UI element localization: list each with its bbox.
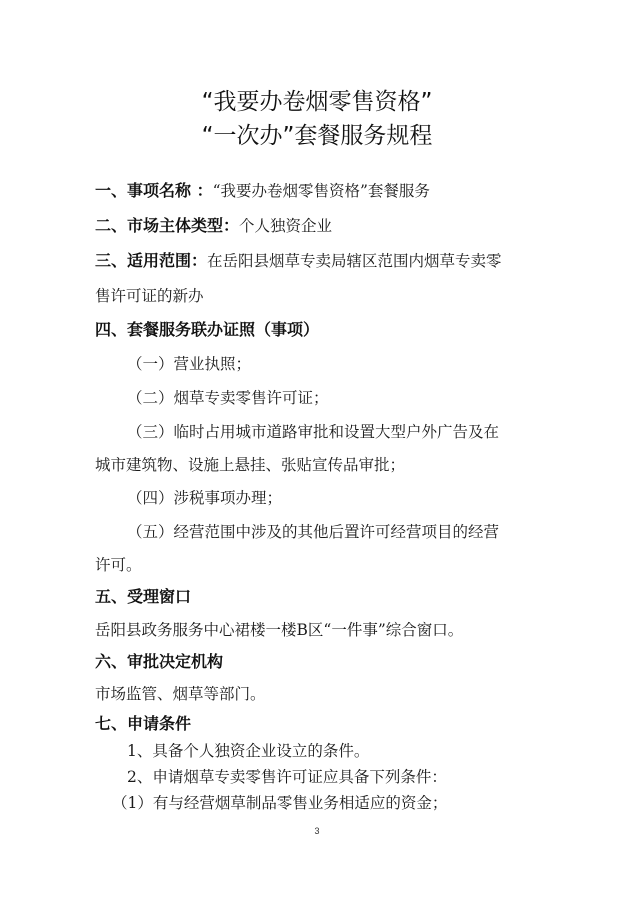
title-line-1: “我要办卷烟零售资格”: [201, 89, 433, 115]
section-1-value: “我要办卷烟零售资格”套餐服务: [212, 182, 430, 200]
section-4-item: （三）临时占用城市道路审批和设置大型户外广告及在: [127, 423, 500, 441]
section-2-label: 二、市场主体类型：: [95, 216, 240, 235]
section-1: [95, 181, 430, 201]
section-1-label: 一、事项名称 ：: [95, 181, 213, 200]
section-6-value: 市场监管、烟草等部门。: [95, 685, 266, 703]
section-5-label: 五、受理窗口: [95, 587, 192, 606]
section-3-value: 在岳阳县烟草专卖局辖区范围内烟草专卖零: [207, 252, 502, 270]
section-4-item: 城市建筑物、设施上悬挂、张贴宣传品审批；: [95, 456, 406, 474]
section-6-label: 六、审批决定机构: [95, 652, 224, 671]
page-number: 3: [314, 826, 320, 836]
section-2: [95, 216, 332, 236]
section-3-label: 三、适用范围：: [95, 251, 208, 270]
section-4-item: （五）经营范围中涉及的其他后置许可经营项目的经营: [127, 523, 500, 541]
section-7-item: （1）有与经营烟草制品零售业务相适应的资金；: [112, 794, 448, 812]
section-7-item: 1、具备个人独资企业设立的条件。: [127, 742, 370, 760]
title-line-2: “一次办”套餐服务规程: [201, 123, 433, 149]
section-4-item: （二）烟草专卖零售许可证；: [127, 389, 329, 407]
section-4-item: （一）营业执照；: [127, 355, 252, 373]
section-4-item: 许可。: [95, 556, 142, 574]
section-7-item: 2、申请烟草专卖零售许可证应具备下列条件：: [127, 768, 447, 786]
section-5-value: 岳阳县政务服务中心裙楼一楼B区“一件事”综合窗口。: [95, 621, 464, 639]
section-7-label: 七、申请条件: [95, 714, 192, 733]
section-4-item: （四）涉税事项办理；: [127, 489, 283, 507]
section-2-value: 个人独资企业: [239, 217, 333, 235]
section-3: [95, 251, 502, 271]
section-4-label: 四、套餐服务联办证照（事项）: [95, 320, 320, 339]
section-3-continuation: 售许可证的新办: [95, 287, 204, 305]
